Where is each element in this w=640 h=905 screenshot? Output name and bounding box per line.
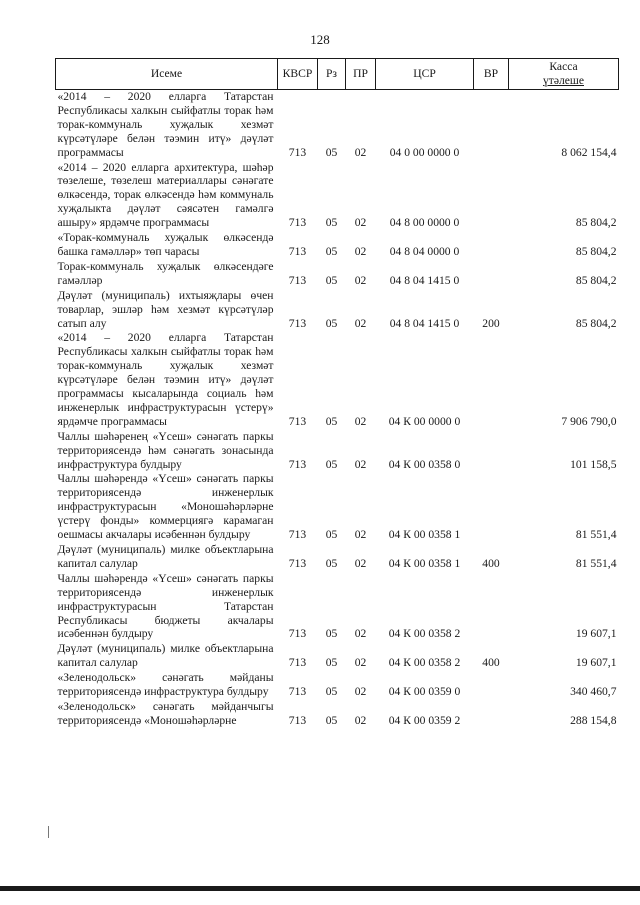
row-vr xyxy=(474,472,509,543)
row-amount: 8 062 154,4 xyxy=(561,145,617,159)
row-csr: 04 К 00 0358 1 xyxy=(388,556,461,570)
row-amount: 85 804,2 xyxy=(575,244,617,258)
table-row xyxy=(56,430,619,473)
row-amount: 19 607,1 xyxy=(575,656,617,670)
row-kvsr: 713 xyxy=(288,713,307,727)
row-name: Дәүләт (муниципаль) ихтыяҗлары өчен товарлар, эшләр һәм хезмәт күрсәтүләр сатып алу xyxy=(57,288,274,330)
row-amount: 101 158,5 xyxy=(570,457,617,471)
row-name: Дәүләт (муниципаль) милке объектларына капитал салулар xyxy=(57,642,274,670)
row-rz: 05 xyxy=(325,244,338,258)
row-amount: 7 906 790,0 xyxy=(561,414,617,428)
row-name: Чаллы шәһәренең «Үсеш» сәнәгать паркы территориясендә һәм сәнәгать зонасында инфраструктура булдыру xyxy=(57,429,274,471)
row-kvsr: 713 xyxy=(288,627,307,641)
row-kvsr: 713 xyxy=(288,656,307,670)
table-row xyxy=(56,642,619,671)
header-row xyxy=(56,59,619,90)
row-vr: 200 xyxy=(482,316,500,330)
row-vr xyxy=(474,90,509,161)
table-row xyxy=(56,260,619,289)
row-kvsr: 713 xyxy=(288,316,307,330)
table-row xyxy=(56,543,619,572)
row-csr: 04 К 00 0358 2 xyxy=(388,656,461,670)
table-row xyxy=(56,472,619,543)
row-amount: 19 607,1 xyxy=(575,627,617,641)
row-pr: 02 xyxy=(354,457,367,471)
row-pr: 02 xyxy=(354,685,367,699)
row-rz: 05 xyxy=(325,273,338,287)
row-name: Чаллы шәһәрендә «Үсеш» сәнәгать паркы территориясендә инженерлык инфраструктурасын Татарстан Республикасы бюджеты акчалары исәбеннән булдыру xyxy=(57,571,274,641)
row-csr: 04 0 00 0000 0 xyxy=(389,145,460,159)
row-rz: 05 xyxy=(325,145,338,159)
row-name: «2014 – 2020 елларга архитектура, шәһәр төзелеше, төзелеш материаллары сәнәгате өлкәсендә, торак өлкәсендә һәм коммуналь хуҗалыкта дәүләт сәясәтен гамәлгә ашыру» ярдәмче программасы xyxy=(57,160,274,230)
row-vr xyxy=(474,231,509,260)
row-vr: 400 xyxy=(482,656,500,670)
row-kvsr: 713 xyxy=(288,145,307,159)
row-pr: 02 xyxy=(354,656,367,670)
table-row xyxy=(56,90,619,161)
row-csr: 04 К 00 0359 2 xyxy=(388,713,461,727)
row-csr: 04 К 00 0358 0 xyxy=(388,457,461,471)
row-csr: 04 К 00 0359 0 xyxy=(388,685,461,699)
row-name: «Торак-коммуналь хуҗалык өлкәсендә башка гамәлләр» төп чарасы xyxy=(57,231,274,258)
row-amount: 288 154,8 xyxy=(570,713,617,727)
row-rz: 05 xyxy=(325,556,338,570)
row-rz: 05 xyxy=(325,528,338,542)
row-vr xyxy=(474,430,509,473)
row-name: «2014 – 2020 елларга Татарстан Республикасы халкын сыйфатлы торак һәм торак-коммуналь хуҗалык хезмәт күрсәтүләре белән тәэмин итү» дәүләт программасы xyxy=(57,90,274,159)
col-header-csr: ЦСР xyxy=(376,59,474,90)
row-name: Дәүләт (муниципаль) милке объектларына капитал салулар xyxy=(57,543,274,570)
row-rz: 05 xyxy=(325,713,338,727)
row-pr: 02 xyxy=(354,713,367,727)
row-csr: 04 8 04 0000 0 xyxy=(389,244,460,258)
row-name: Торак-коммуналь хуҗалык өлкәсендәге гамәлләр xyxy=(57,259,274,287)
row-vr xyxy=(474,671,509,700)
table-row xyxy=(56,700,619,729)
row-amount: 85 804,2 xyxy=(575,316,617,330)
row-rz: 05 xyxy=(325,316,338,330)
row-pr: 02 xyxy=(354,316,367,330)
col-header-name: Исеме xyxy=(56,59,278,90)
row-pr: 02 xyxy=(354,216,367,230)
col-header-rz: Рз xyxy=(318,59,346,90)
kassa-label-line2: үтәлеше xyxy=(542,74,584,87)
row-rz: 05 xyxy=(325,627,338,641)
row-kvsr: 713 xyxy=(288,244,307,258)
row-pr: 02 xyxy=(354,556,367,570)
row-name: «2014 – 2020 елларга Татарстан Республикасы халкын сыйфатлы торак һәм торак-коммуналь хуҗалык хезмәт күрсәтүләре белән тәэмин итү» дәүләт программасы кысаларында социаль һәм инженерлык инфраструктурасын үстерү» ярдәмче программасы xyxy=(57,331,274,428)
row-vr xyxy=(474,572,509,643)
row-kvsr: 713 xyxy=(288,457,307,471)
row-kvsr: 713 xyxy=(288,685,307,699)
row-kvsr: 713 xyxy=(288,528,307,542)
row-rz: 05 xyxy=(325,685,338,699)
table-row xyxy=(56,289,619,332)
table-row xyxy=(56,231,619,260)
row-csr: 04 8 04 1415 0 xyxy=(389,316,460,330)
row-pr: 02 xyxy=(354,273,367,287)
row-vr xyxy=(474,700,509,729)
page-number: 128 xyxy=(310,32,330,47)
table-row xyxy=(56,161,619,232)
row-csr: 04 К 00 0358 1 xyxy=(388,528,461,542)
table-row xyxy=(56,572,619,643)
col-header-kvsr: КВСР xyxy=(278,59,318,90)
row-amount: 85 804,2 xyxy=(575,216,617,230)
scan-artifact-mark xyxy=(48,826,49,838)
row-rz: 05 xyxy=(325,457,338,471)
row-rz: 05 xyxy=(325,216,338,230)
row-pr: 02 xyxy=(354,244,367,258)
col-header-vr: ВР xyxy=(474,59,509,90)
row-pr: 02 xyxy=(354,627,367,641)
row-rz: 05 xyxy=(325,656,338,670)
row-kvsr: 713 xyxy=(288,273,307,287)
row-csr: 04 8 00 0000 0 xyxy=(389,216,460,230)
row-vr xyxy=(474,161,509,232)
page-bottom-border xyxy=(0,886,640,891)
row-amount: 85 804,2 xyxy=(575,273,617,287)
row-kvsr: 713 xyxy=(288,556,307,570)
row-amount: 340 460,7 xyxy=(570,685,617,699)
row-vr xyxy=(474,260,509,289)
row-csr: 04 К 00 0358 2 xyxy=(388,627,461,641)
row-name: «Зеленодольск» сәнәгать мәйданы территориясендә инфраструктура булдыру xyxy=(57,671,274,699)
row-kvsr: 713 xyxy=(288,414,307,428)
budget-table xyxy=(55,58,619,729)
row-rz: 05 xyxy=(325,414,338,428)
table-row xyxy=(56,671,619,700)
row-name: «Зеленодольск» сәнәгать мәйданчыгы территориясендә «Моношәһәрләрне xyxy=(57,699,274,727)
row-kvsr: 713 xyxy=(288,216,307,230)
col-header-kassa xyxy=(509,59,619,90)
row-pr: 02 xyxy=(354,145,367,159)
row-name: Чаллы шәһәрендә «Үсеш» сәнәгать паркы территориясендә инженерлык инфраструктурасын «Моношәһәрләрне үстерү фонды» коммерциягә карамаган оешмасы акчалары исәбеннән булдыру xyxy=(57,472,274,542)
table-row xyxy=(56,331,619,429)
col-header-pr: ПР xyxy=(346,59,376,90)
row-amount: 81 551,4 xyxy=(575,528,617,542)
kassa-label-line1: Касса xyxy=(549,60,578,74)
row-pr: 02 xyxy=(354,528,367,542)
row-amount: 81 551,4 xyxy=(575,556,617,570)
row-csr: 04 К 00 0000 0 xyxy=(388,414,461,428)
row-csr: 04 8 04 1415 0 xyxy=(389,273,460,287)
row-pr: 02 xyxy=(354,414,367,428)
row-vr: 400 xyxy=(482,556,500,570)
row-vr xyxy=(474,331,509,429)
